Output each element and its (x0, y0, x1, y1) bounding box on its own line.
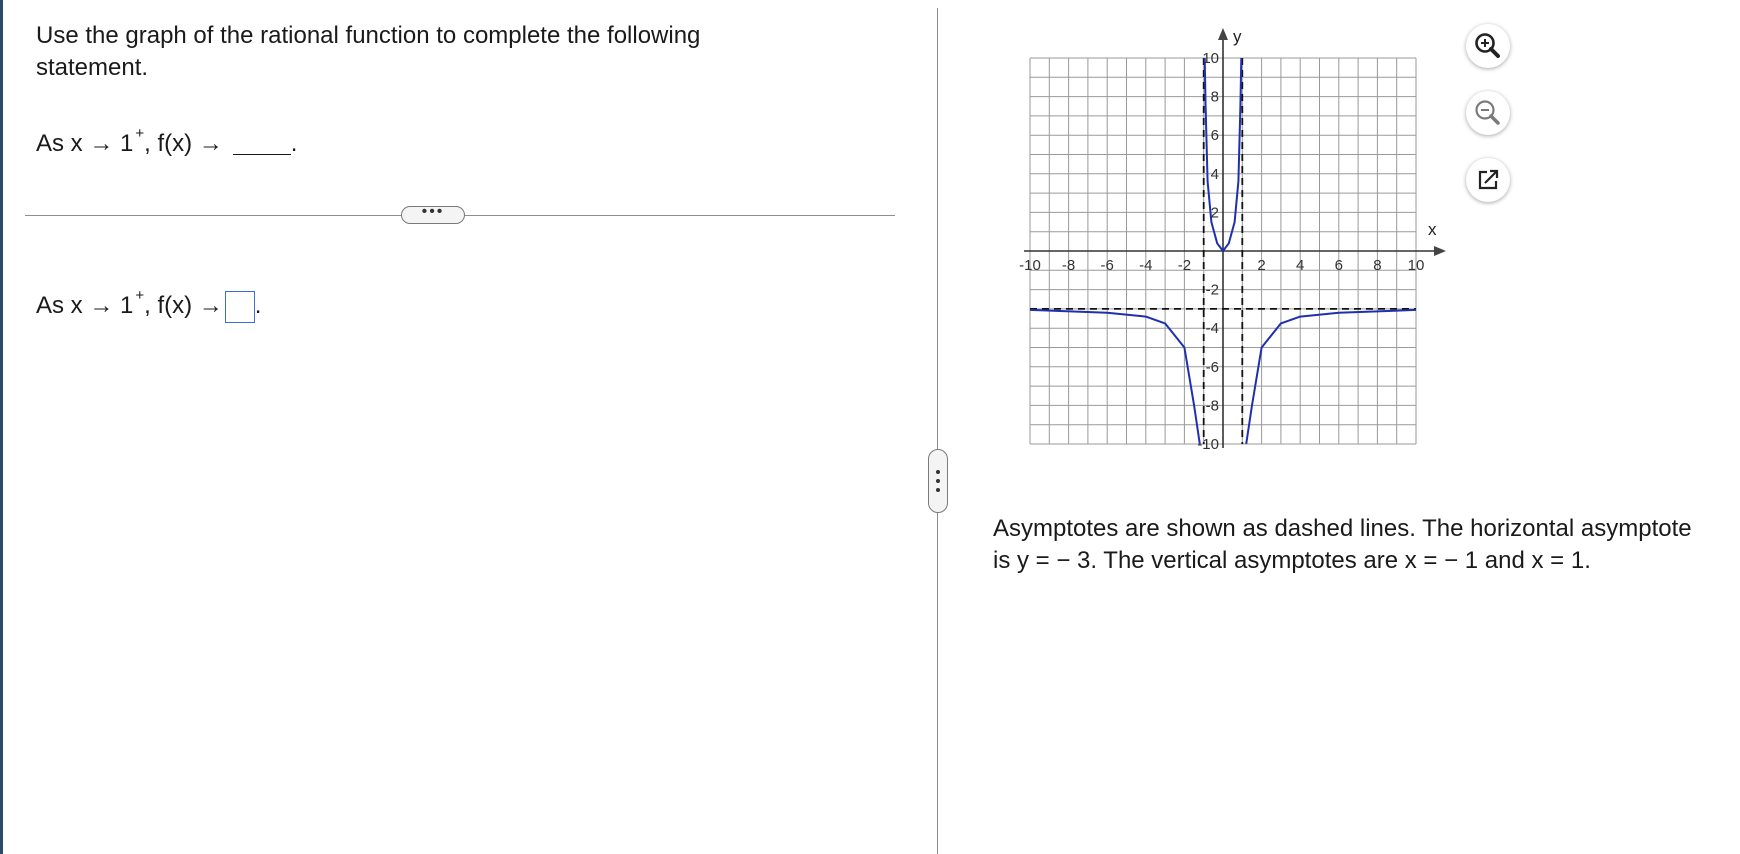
y-tick-label: -2 (1205, 281, 1219, 299)
answer-statement (36, 285, 261, 323)
y-tick-label: 4 (1210, 165, 1219, 183)
statement-blank (233, 132, 291, 155)
magnifier-plus-icon (1466, 24, 1510, 68)
y-tick-label: 6 (1210, 127, 1219, 145)
axes (1024, 28, 1446, 448)
pane-divider (937, 8, 938, 854)
popout-button[interactable] (1466, 158, 1510, 202)
x-tick-label: 4 (1296, 257, 1305, 274)
x-tick-label: 2 (1257, 257, 1266, 274)
x-tick-label: 8 (1373, 257, 1382, 274)
statement-text (36, 123, 297, 159)
x-axis-label: x (1428, 220, 1437, 239)
pane-splitter-handle[interactable] (928, 449, 948, 513)
y-tick-label: -4 (1205, 320, 1219, 338)
statement-end: . (290, 130, 298, 157)
show-more-button[interactable]: ••• (401, 206, 465, 224)
magnifier-minus-icon (1466, 91, 1510, 135)
y-tick-label: -10 (1197, 436, 1219, 453)
question-prompt: Use the graph of the rational function to complete the following statement. (36, 22, 701, 81)
y-tick-label: 2 (1210, 204, 1219, 222)
question-pane (3, 0, 934, 854)
answer-prefix: As x → 1 (36, 292, 134, 319)
y-tick-label: -6 (1205, 358, 1219, 376)
x-tick-label: -4 (1139, 257, 1153, 274)
x-axis-arrow (1434, 246, 1446, 256)
answer-input[interactable] (225, 291, 255, 323)
y-tick-label: 10 (1202, 50, 1219, 67)
rational-function-graph (1010, 20, 1460, 460)
x-tick-label: 10 (1407, 257, 1425, 274)
external-link-icon (1466, 158, 1510, 202)
x-tick-label: -10 (1019, 257, 1041, 274)
x-tick-label: -8 (1061, 257, 1076, 274)
y-axis-label: y (1233, 27, 1242, 46)
answer-sup: + (135, 287, 145, 304)
x-tick-label: 6 (1334, 257, 1343, 274)
answer-end: . (254, 292, 262, 319)
statement-middle: , f(x) → (144, 130, 223, 157)
graph-caption: Asymptotes are shown as dashed lines. The horizontal asymptote is y = − 3. The vertical asymptotes are x = − 1 and x = 1. (993, 515, 1692, 574)
x-tick-label: -2 (1177, 257, 1192, 274)
curve-branch (1246, 310, 1416, 444)
y-tick-label: 8 (1210, 88, 1219, 106)
y-axis-arrow (1218, 28, 1228, 40)
zoom-in-button[interactable] (1466, 24, 1510, 68)
statement-sup: + (135, 125, 145, 142)
answer-middle: , f(x) → (144, 292, 223, 319)
curve-branch (1030, 310, 1200, 444)
zoom-out-button[interactable] (1466, 91, 1510, 135)
x-tick-label: -6 (1100, 257, 1114, 274)
statement-prefix: As x → 1 (36, 130, 134, 157)
y-tick-label: -8 (1205, 397, 1219, 415)
